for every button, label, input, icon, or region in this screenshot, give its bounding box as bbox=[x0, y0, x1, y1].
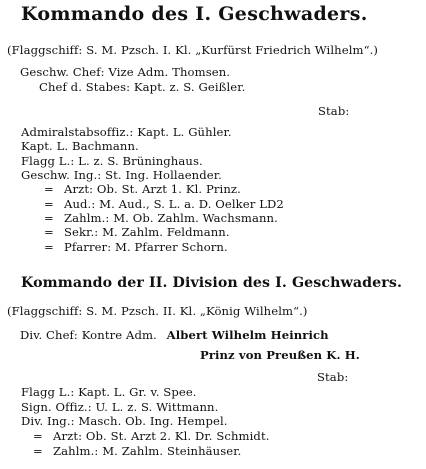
ditto-mark: = bbox=[44, 197, 54, 211]
staff-text: Arzt: Ob. St. Arzt 1. Kl. Prinz. bbox=[64, 182, 241, 196]
section1-chief-of-staff: Chef d. Stabes: Kapt. z. S. Geißler. bbox=[39, 80, 246, 94]
staff-text: Zahlm.: M. Zahlm. Steinhäuser. bbox=[53, 444, 242, 458]
staff-text: Admiralstabsoffiz.: Kapt. L. Gühler. bbox=[21, 125, 232, 139]
section1-title: Kommando des I. Geschwaders. bbox=[21, 3, 368, 25]
staff-text: Div. Ing.: Masch. Ob. Ing. Hempel. bbox=[21, 414, 228, 428]
staff-text: Aud.: M. Aud., S. L. a. D. Oelker LD2 bbox=[64, 197, 284, 211]
staff-text: Pfarrer: M. Pfarrer Schorn. bbox=[64, 240, 228, 254]
staff-line bbox=[44, 226, 230, 239]
staff-line bbox=[21, 169, 222, 182]
staff-line bbox=[44, 212, 278, 225]
section1-chief: Geschw. Chef: Vize Adm. Thomsen. bbox=[20, 65, 231, 79]
ditto-mark: = bbox=[44, 211, 54, 225]
section2-chief-line bbox=[20, 329, 329, 342]
staff-line bbox=[44, 241, 228, 254]
section2-chief-name-2: Prinz von Preußen K. H. bbox=[200, 348, 360, 362]
ditto-mark: = bbox=[44, 240, 54, 254]
section1-flagship: (Flaggschiff: S. M. Pzsch. I. Kl. „Kurfürst Friedrich Wilhelm“.) bbox=[7, 43, 379, 57]
staff-line bbox=[21, 155, 203, 168]
staff-text: Sign. Offiz.: U. L. z. S. Wittmann. bbox=[21, 400, 219, 414]
staff-line bbox=[21, 415, 228, 428]
staff-line bbox=[21, 126, 232, 139]
staff-line bbox=[44, 183, 241, 196]
section1-staff-header: Stab: bbox=[318, 104, 350, 118]
ditto-mark: = bbox=[44, 225, 54, 239]
staff-text: Arzt: Ob. St. Arzt 2. Kl. Dr. Schmidt. bbox=[53, 429, 270, 443]
staff-text: Flagg L.: L. z. S. Brüninghaus. bbox=[21, 154, 203, 168]
section2-title: Kommando der II. Division des I. Geschwaders. bbox=[21, 275, 402, 291]
staff-line bbox=[33, 445, 241, 458]
staff-line bbox=[21, 401, 218, 414]
ditto-mark: = bbox=[33, 444, 43, 458]
staff-line bbox=[21, 386, 197, 399]
staff-line bbox=[21, 140, 139, 153]
ditto-mark: = bbox=[44, 182, 54, 196]
staff-text: Zahlm.: M. Ob. Zahlm. Wachsmann. bbox=[64, 211, 278, 225]
staff-text: Kapt. L. Bachmann. bbox=[21, 139, 139, 153]
ditto-mark: = bbox=[33, 429, 43, 443]
section2-flagship: (Flaggschiff: S. M. Pzsch. II. Kl. „König Wilhelm“.) bbox=[7, 304, 308, 318]
staff-line bbox=[44, 198, 284, 211]
section2-chief-label: Div. Chef: Kontre Adm. bbox=[20, 328, 157, 342]
section2-chief-name: Albert Wilhelm Heinrich bbox=[166, 328, 329, 342]
staff-line bbox=[33, 430, 270, 443]
staff-text: Flagg L.: Kapt. L. Gr. v. Spee. bbox=[21, 385, 197, 399]
staff-text: Geschw. Ing.: St. Ing. Hollaender. bbox=[21, 168, 222, 182]
section2-staff-header: Stab: bbox=[317, 370, 349, 384]
staff-text: Sekr.: M. Zahlm. Feldmann. bbox=[64, 225, 230, 239]
